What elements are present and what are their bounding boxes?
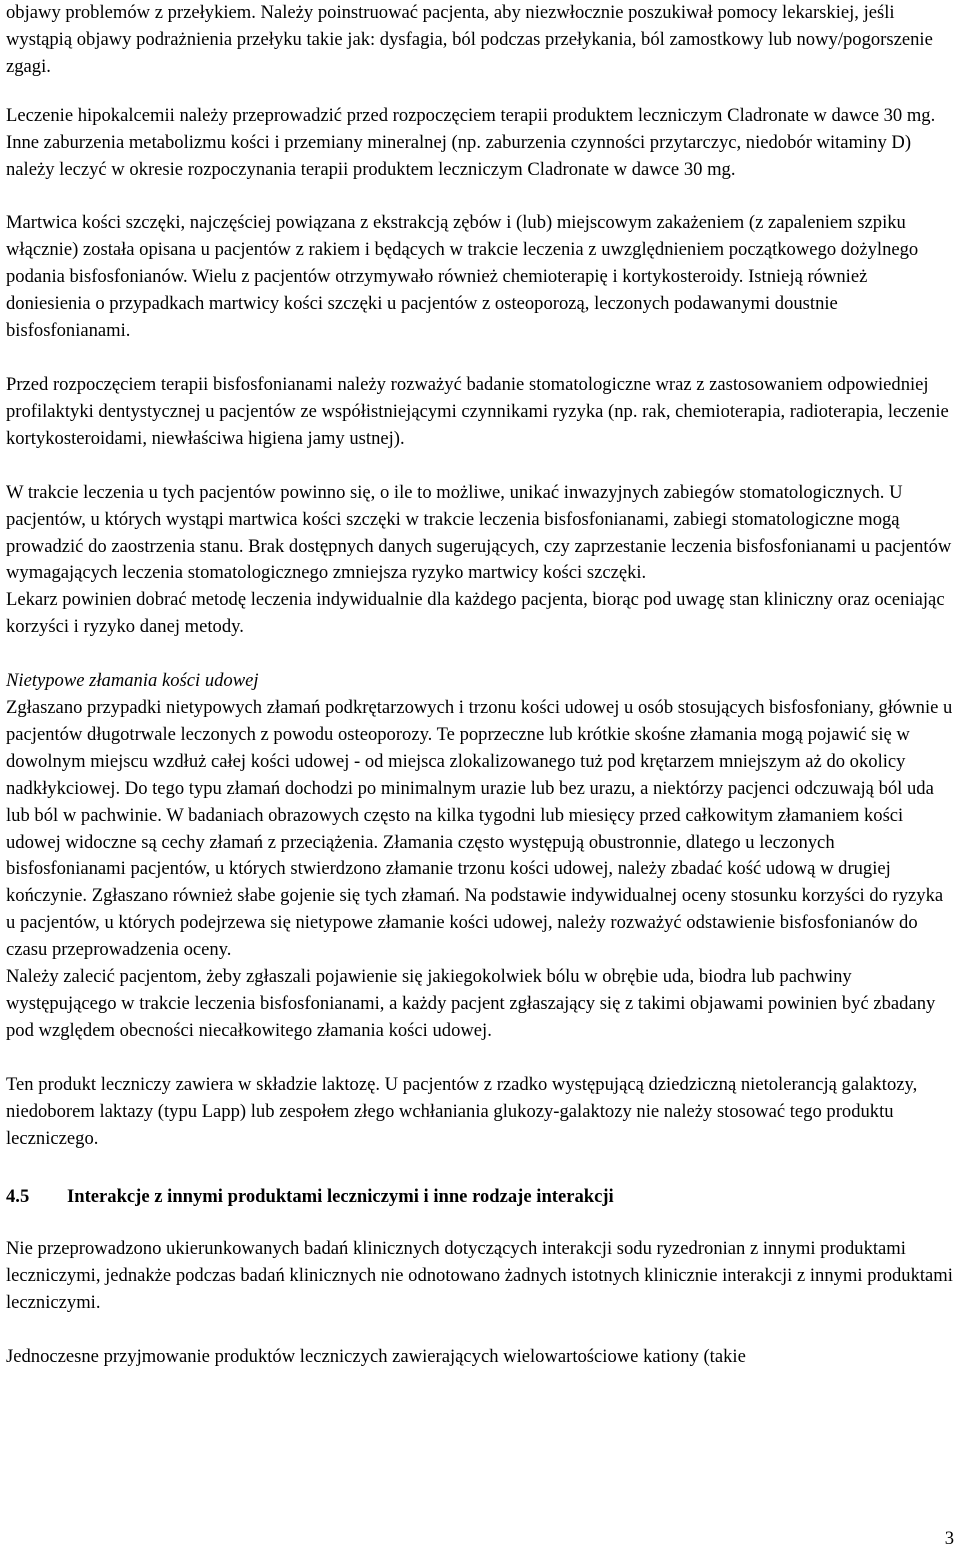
spacer (6, 453, 956, 480)
paragraph-esophagus: objawy problemów z przełykiem. Należy poinstruować pacjenta, aby niezwłocznie poszukiwał pomocy lekarskiej, jeśli wystąpią objawy podrażnienia przełyku takie jak: dysfagia, ból podczas przełykania, ból zamostkowy lub nowy/pogorszenie zgagi. (6, 2, 933, 77)
spacer (6, 1214, 956, 1236)
paragraph-hypocalcemia: Leczenie hipokalcemii należy przeprowadzić przed rozpoczęciem terapii produktem leczniczym Cladronate w dawce 30 mg. Inne zaburzenia metabolizmu kości i przemiany mineralnej (np. zaburzenia czynności przytarczyc, niedobór witaminy D) należy leczyć w okresie rozpoczynania terapii produktem leczniczym Cladronate w dawce 30 mg. (6, 104, 936, 180)
paragraph-lactose: Ten produkt leczniczy zawiera w składzie laktozę. U pacjentów z rzadko występującą dziedziczną nietolerancją galaktozy, niedoborem laktazy (typu Lapp) lub zespołem złego wchłaniania glukozy-galaktozy nie należy stosować tego produktu leczniczego. (6, 1073, 918, 1149)
spacer (6, 345, 956, 372)
paragraph-invasive-procedures: W trakcie leczenia u tych pacjentów powinno się, o ile to możliwe, unikać inwazyjnych zabiegów stomatologicznych. U pacjentów, u których wystąpi martwica kości szczęki w trakcie leczenia bisfosfonianami, zabiegi stomatologiczne mogą prowadzić do zaostrzenia stanu. Brak dostępnych danych sugerujących, czy zaprzestanie leczenia bisfosfonianami u pacjentów wymagających leczenia stomatologicznego zmniejsza ryzyko martwicy kości szczęki. (6, 481, 952, 584)
spacer (6, 81, 956, 103)
paragraph-interactions: Nie przeprowadzono ukierunkowanych badań klinicznych dotyczących interakcji sodu ryzedronian z innymi produktami leczniczymi, jednakże podczas badań klinicznych nie odnotowano żadnych istotnych klinicznie interakcji z innymi produktami leczniczymi. (6, 1238, 953, 1314)
section-title: Interakcje z innymi produktami leczniczymi i inne rodzaje interakcji (67, 1185, 614, 1207)
subheading-atypical-fractures: Nietypowe złamania kości udowej (6, 670, 259, 692)
spacer (6, 1317, 956, 1344)
document-page (6, 0, 956, 1371)
section-number: 4.5 (6, 1185, 30, 1207)
paragraph-physician-treatment: Lekarz powinien dobrać metodę leczenia indywidualnie dla każdego pacjenta, biorąc pod uwagę stan kliniczny oraz oceniając korzyści i ryzyko danej metody. (6, 589, 945, 638)
paragraph-jaw-necrosis: Martwica kości szczęki, najczęściej powiązana z ekstrakcją zębów i (lub) miejscowym zakażeniem (z zapaleniem szpiku włącznie) została opisana u pacjentów z rakiem i będących w trakcie leczenia z uwzględnieniem początkowego dożylnego podania bisfosfonianów. Wielu z pacjentów otrzymywało również chemioterapię i kortykosteroidy. Istnieją również doniesienia o przypadkach martwicy kości szczęki u pacjentów z osteoporozą, leczonych podawanymi doustnie bisfosfonianami. (6, 212, 919, 342)
page-number: 3 (944, 1528, 954, 1549)
paragraph-dental-exam: Przed rozpoczęciem terapii bisfosfonianami należy rozważyć badanie stomatologiczne wraz z zastosowaniem odpowiedniej profilaktyki dentystycznej u pacjentów ze współistniejącymi czynnikami ryzyka (np. rak, chemioterapia, radioterapia, leczenie kortykosteroidami, niewłaściwa higiena jamy ustnej). (6, 373, 949, 449)
spacer (6, 1153, 956, 1180)
section-heading (6, 1184, 956, 1211)
spacer (6, 183, 956, 210)
paragraph-atypical-fractures: Zgłaszano przypadki nietypowych złamań podkrętarzowych i trzonu kości udowej u osób stosujących bisfosfoniany, głównie u pacjentów długotrwale leczonych z powodu osteoporozy. Te poprzeczne lub krótkie skośne złamania mogą pojawić się w dowolnym miejscu wzdłuż całej kości udowej - od miejsca zlokalizowanego tuż pod krętarzem mniejszym aż do okolicy nadkłykciowej. Do tego typu złamań dochodzi po minimalnym urazie lub bez urazu, a niektórzy pacjenci odczuwają ból uda lub ból w pachwinie. W badaniach obrazowych często na kilka tygodni lub miesięcy przed całkowitym złamaniem kości udowej widoczne są cechy złamań z przeciążenia. Złamania często występują obustronnie, dlatego u leczonych bisfosfonianami pacjentów, u których stwierdzono złamanie trzonu kości udowej, należy zbadać kość udową w drugiej kończynie. Zgłaszano również słabe gojenie się tych złamań. Na podstawie indywidualnej oceny stosunku korzyści do ryzyka u pacjentów, u których podejrzewa się nietypowe złamanie kości udowej, należy rozważyć odstawienie bisfosfonianów do czasu przeprowadzenia oceny. (6, 697, 953, 961)
paragraph-patient-advice: Należy zalecić pacjentom, żeby zgłaszali pojawienie się jakiegokolwiek bólu w obrębie uda, biodra lub pachwiny występującego w trakcie leczenia bisfosfonianami, a każdy pacjent zgłaszający się z takimi objawami powinien być zbadany pod względem obecności niecałkowitego złamania kości udowej. (6, 966, 936, 1041)
spacer (6, 1045, 956, 1072)
paragraph-cations: Jednoczesne przyjmowanie produktów leczniczych zawierających wielowartościowe kationy (takie (6, 1346, 746, 1368)
spacer (6, 641, 956, 668)
